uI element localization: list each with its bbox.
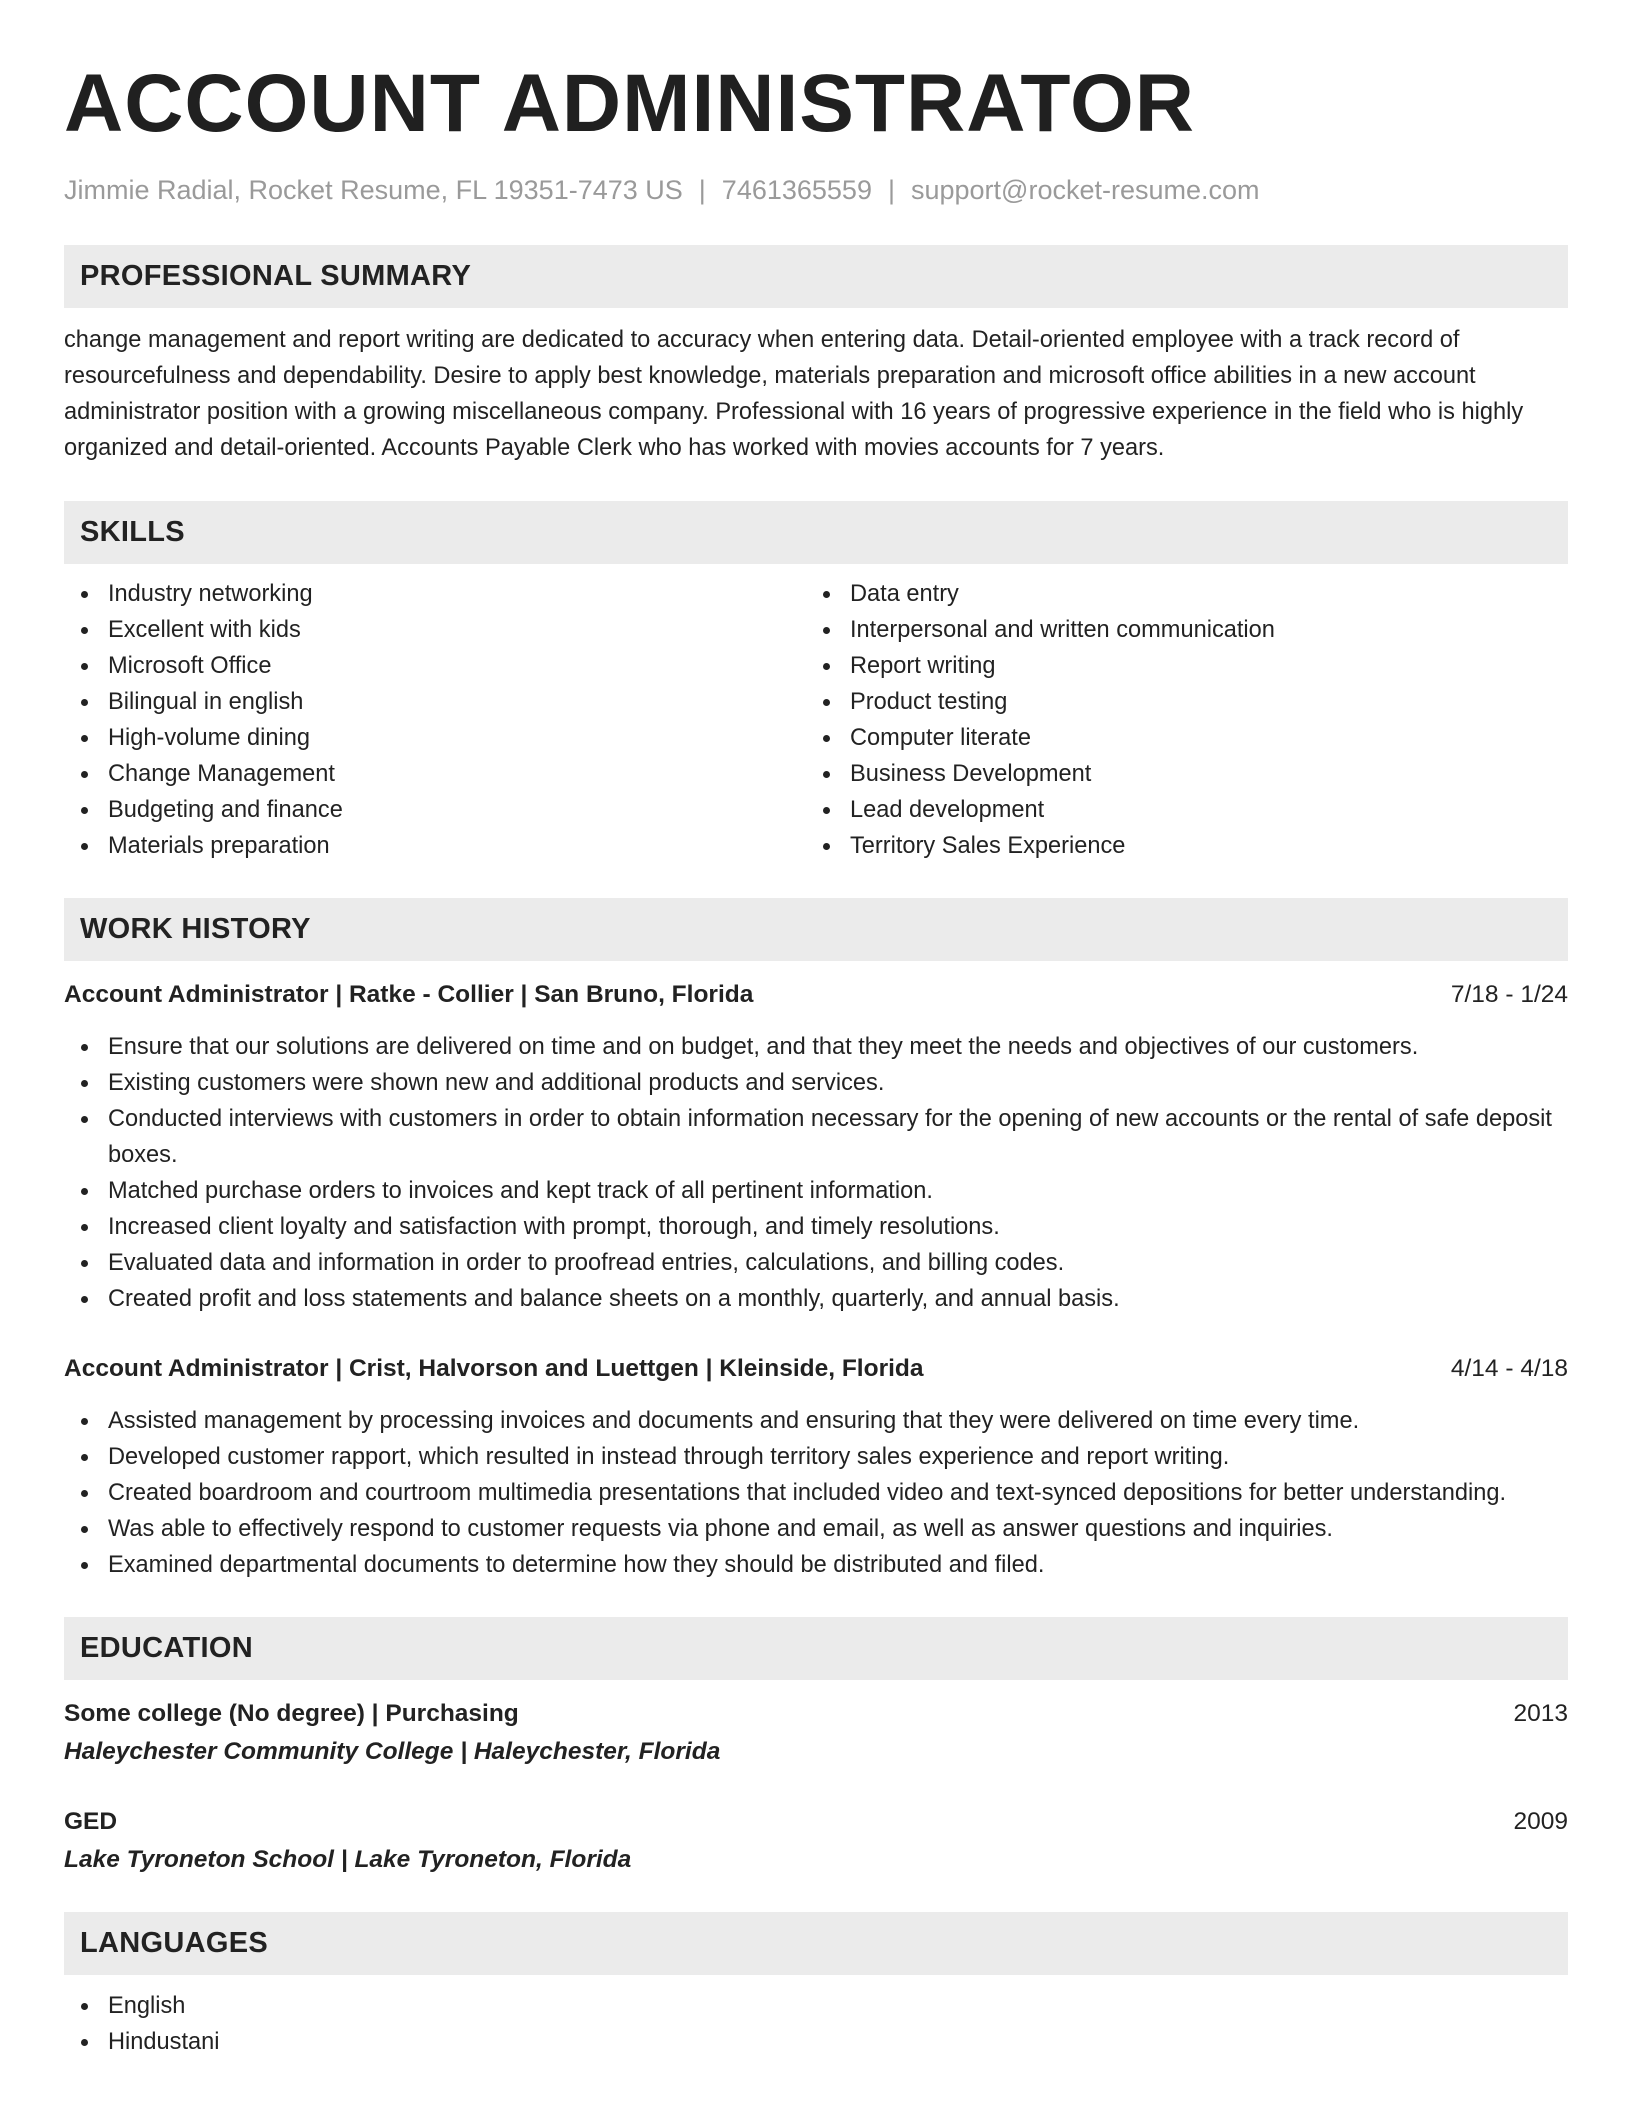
language-item: Hindustani [64,2024,1568,2060]
job-header [64,977,1568,1013]
job-header [64,1351,1568,1387]
job-dates: 4/14 - 4/18 [1450,1355,1568,1382]
education-entry [64,1804,1568,1878]
skill-item: Lead development [806,792,1568,828]
job-bullets [64,1403,1568,1583]
skill-item: Industry networking [64,576,806,612]
job-bullet: Was able to effectively respond to customer requests via phone and email, as well as answer questions and inquiries. [64,1511,1568,1547]
skill-item: Product testing [806,684,1568,720]
education-entry [64,1696,1568,1770]
education-degree: Some college (No degree) | Purchasing [64,1700,519,1727]
skill-item: Computer literate [806,720,1568,756]
education-header [64,1804,1568,1840]
section-header-languages: LANGUAGES [64,1912,1568,1975]
languages-list [64,1988,1568,2060]
section-header-summary: PROFESSIONAL SUMMARY [64,245,1568,308]
skill-item: Change Management [64,756,806,792]
education-year: 2009 [1513,1808,1568,1835]
job-bullet: Evaluated data and information in order to proofread entries, calculations, and billing codes. [64,1245,1568,1281]
resume-title: ACCOUNT ADMINISTRATOR [64,58,1195,149]
section-header-education: EDUCATION [64,1617,1568,1680]
skill-item: Report writing [806,648,1568,684]
job-bullet: Examined departmental documents to determine how they should be distributed and filed. [64,1547,1568,1583]
job-dates: 7/18 - 1/24 [1450,981,1568,1008]
skill-item: Materials preparation [64,828,806,864]
language-item: English [64,1988,1568,2024]
skill-item: Excellent with kids [64,612,806,648]
education-year: 2013 [1513,1700,1568,1727]
section-header-work: WORK HISTORY [64,898,1568,961]
education-school: Lake Tyroneton School | Lake Tyroneton, Florida [64,1846,632,1873]
job-bullet: Conducted interviews with customers in order to obtain information necessary for the opening of new accounts or the rental of safe deposit boxes. [64,1101,1568,1173]
contact-email: support@rocket-resume.com [910,175,1260,205]
skills-grid [64,576,1568,864]
job-entry [64,977,1568,1317]
contact-phone: 7461365559 [721,175,872,205]
job-bullet: Created profit and loss statements and balance sheets on a monthly, quarterly, and annual basis. [64,1281,1568,1317]
job-bullet: Increased client loyalty and satisfaction with prompt, thorough, and timely resolutions. [64,1209,1568,1245]
job-bullet: Developed customer rapport, which resulted in instead through territory sales experience and report writing. [64,1439,1568,1475]
skill-item: Interpersonal and written communication [806,612,1568,648]
skill-item: Data entry [806,576,1568,612]
job-heading: Account Administrator | Ratke - Collier | San Bruno, Florida [64,981,754,1008]
job-entry [64,1351,1568,1583]
job-bullet: Matched purchase orders to invoices and kept track of all pertinent information. [64,1173,1568,1209]
skill-item: Business Development [806,756,1568,792]
contact-separator: | [698,175,706,205]
summary-text: change management and report writing are dedicated to accuracy when entering data. Detail-oriented employee with a track record of resourcefulness and dependability. Desire to apply best knowledge, materials preparation and microsoft office abilities in a new account administrator position with a growing miscellaneous company. Professional with 16 years of progressive experience in the field who is highly organized and detail-oriented. Accounts Payable Clerk who has worked with movies accounts for 7 years. [64,327,1524,461]
skill-item: Territory Sales Experience [806,828,1568,864]
skills-list-right [806,576,1568,864]
skill-item: Microsoft Office [64,648,806,684]
education-degree: GED [64,1808,118,1835]
contact-line [64,172,1568,208]
section-header-skills: SKILLS [64,501,1568,564]
skill-item: Budgeting and finance [64,792,806,828]
job-heading: Account Administrator | Crist, Halvorson and Luettgen | Kleinside, Florida [64,1355,924,1382]
job-bullet: Assisted management by processing invoices and documents and ensuring that they were delivered on time every time. [64,1403,1568,1439]
skill-item: High-volume dining [64,720,806,756]
job-bullet: Ensure that our solutions are delivered on time and on budget, and that they meet the needs and objectives of our customers. [64,1029,1568,1065]
job-bullet: Created boardroom and courtroom multimedia presentations that included video and text-synced depositions for better understanding. [64,1475,1568,1511]
contact-separator: | [887,175,895,205]
skills-list-left [64,576,806,864]
job-bullets [64,1029,1568,1317]
education-school: Haleychester Community College | Haleychester, Florida [64,1738,721,1765]
skill-item: Bilingual in english [64,684,806,720]
education-header [64,1696,1568,1732]
contact-address: Jimmie Radial, Rocket Resume, FL 19351-7473 US [64,175,683,205]
job-bullet: Existing customers were shown new and additional products and services. [64,1065,1568,1101]
